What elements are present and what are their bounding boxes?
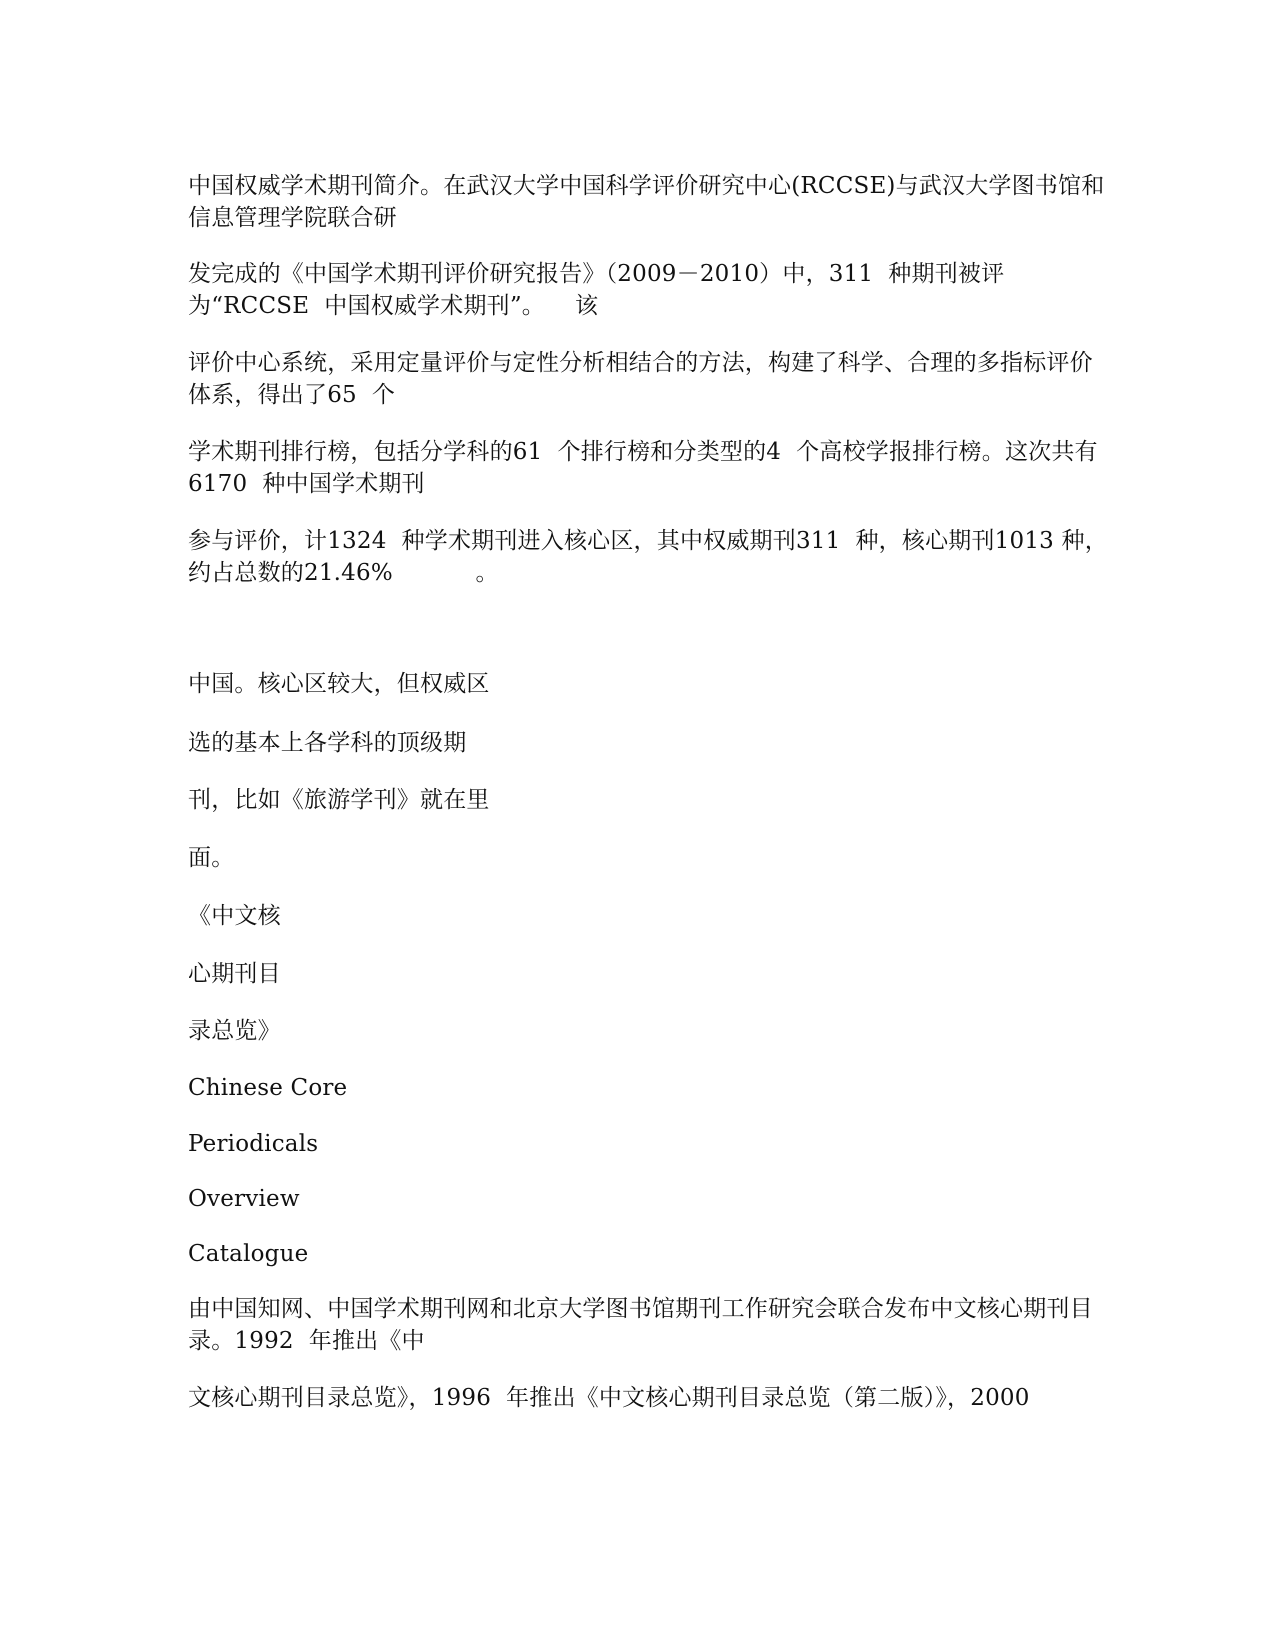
text-line: Periodicals xyxy=(188,1131,319,1157)
text-line: Overview xyxy=(188,1186,300,1212)
paragraph-rankings: 学术期刊排行榜，包括分学科的61 个排行榜和分类型的4 个高校学报排行榜。这次共有6170 种中国学术期刊 xyxy=(188,439,1098,497)
paragraph-evaluation: 评价中心系统，采用定量评价与定性分析相结合的方法，构建了科学、合理的多指标评价体系，得出了65 个 xyxy=(188,350,1093,408)
text-line: 选的基本上各学科的顶级期 xyxy=(188,730,467,756)
paragraph-statistics: 参与评价，计1324 种学术期刊进入核心区，其中权威期刊311 种，核心期刊1013 种，约占总数的21.46% 。 xyxy=(188,528,1108,586)
text-line: 中国。核心区较大，但权威区 xyxy=(188,671,490,697)
text-line: Catalogue xyxy=(188,1241,309,1267)
paragraph-cnki: 由中国知网、中国学术期刊网和北京大学图书馆期刊工作研究会联合发布中文核心期刊目录。1992 年推出《中 xyxy=(188,1296,1093,1354)
text-line: 刊，比如《旅游学刊》就在里 xyxy=(188,787,490,813)
text-line: 录总览》 xyxy=(188,1018,281,1044)
text-line: 面。 xyxy=(188,845,235,871)
text-line: 《中文核 xyxy=(188,903,281,929)
paragraph-intro: 中国权威学术期刊简介。在武汉大学中国科学评价研究中心(RCCSE)与武汉大学图书馆和信息管理学院联合研 xyxy=(188,173,1105,231)
text-line: Chinese Core xyxy=(188,1075,348,1101)
paragraph-editions: 文核心期刊目录总览》，1996 年推出《中文核心期刊目录总览（第二版）》，2000 xyxy=(188,1385,1030,1411)
paragraph-report: 发完成的《中国学术期刊评价研究报告》（2009－2010）中，311 种期刊被评为“RCCSE 中国权威学术期刊”。 该 xyxy=(188,261,1005,319)
text-line: 心期刊目 xyxy=(188,961,281,987)
